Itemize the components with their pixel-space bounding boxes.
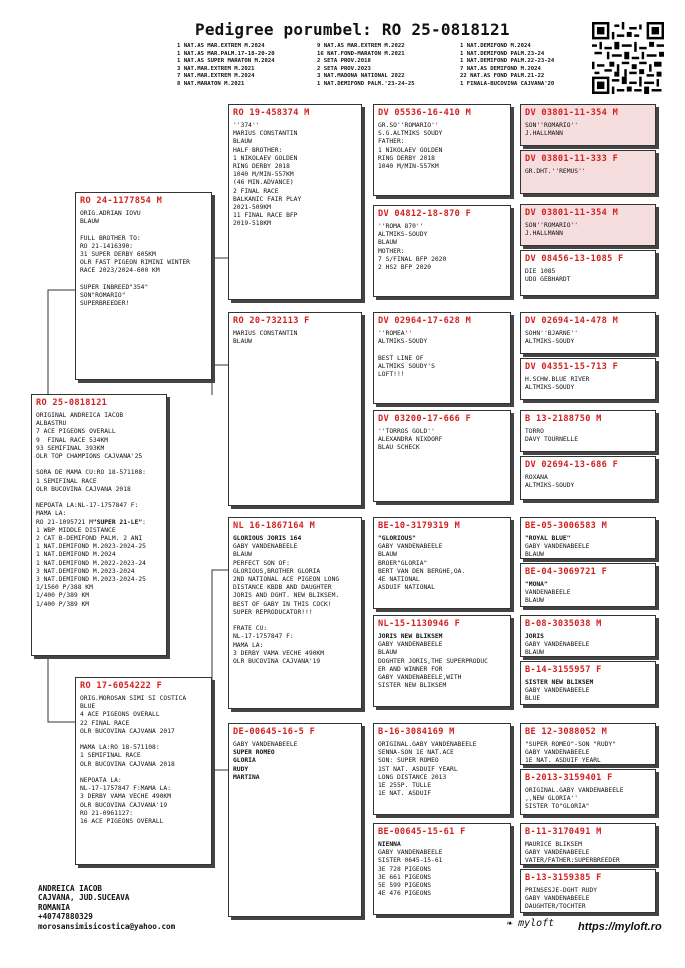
sire-sire-card[interactable]: RO 19-458374 M ''374'' MARIUS CONSTANTIN BLAUW HALF BROTHER: 1 NIKOLAEV GOLDEN RING DERBY 2018 1040 M/MIN-557KM (46 MIN.ADVANCE) 2 FINAL RACE BALKANIC FAIR PLAY 2021-509KM 11 FINAL RACE BFP 2019-518KM bbox=[228, 104, 362, 300]
dam-ring: RO 17-6054222 F bbox=[80, 681, 163, 691]
ggp-ddd-card[interactable]: BE-00645-15-61 F NIENNA GABY VANDENABEELE SISTER 0645-15-61 3E 728 PIGEONS 3E 661 PIGEONS 5E 599 PIGEONS 4E 476 PIGEONS bbox=[373, 823, 511, 915]
breeder-address: CAJVANA, JUD.SUCEAVA bbox=[38, 893, 130, 903]
gggp-3-card[interactable]: DV 03801-11-354 M SON''ROMARIO'' J.HALLMANN bbox=[520, 204, 656, 246]
gggp-14-card[interactable]: B-2013-3159401 F ORIGINAL.GABY VANDENABEELE ,,NEW GLORIA'' SISTER TO"GLORIA" bbox=[520, 769, 656, 815]
subject-pigeon-card[interactable] bbox=[31, 394, 167, 656]
results-column-3: 1 NAT.DEMIFOND M.2024 1 NAT.DEMIFOND PALM.23-24 1 NAT.DEMIFOND PALM.22-23-24 7 NAT.AS DEMIFOND M.2024 22 NAT.AS FOND PALM.21-22 1 FINALA-BUCOVINA CAJVANA'20 bbox=[460, 43, 555, 87]
ggp-sss-card[interactable]: DV 05536-16-410 M GR.SO''ROMARIO'' S.G.ALTMIKS SOUDY FATHER: 1 NIKOLAEV GOLDEN RING DERBY 2018 1040 M/MIN-557KM bbox=[373, 104, 511, 196]
ggp-ssd-card[interactable]: DV 04812-18-870 F ''ROMA 870'' ALTMIKS-SOUDY BLAUW MOTHER: 7 S/FINAL BFP 2020 2 HS2 BFP 2020 bbox=[373, 205, 511, 297]
dam-dam-card[interactable]: DE-00645-16-5 F GABY VANDENABEELE SUPER ROMEO GLORIA RUDY MARTINA bbox=[228, 723, 362, 917]
sire-dam-card[interactable]: RO 20-732113 F MARIUS CONSTANTIN BLAUW bbox=[228, 312, 362, 506]
ggp-sds-card[interactable]: DV 02964-17-628 M ''ROMEA'' ALTMIKS-SOUDY BEST LINE OF ALTMIKS SOUDY'S LOFT!!! bbox=[373, 312, 511, 404]
gggp-6-card[interactable]: DV 04351-15-713 F H.SCHW.BLUE RIVER ALTMIKS-SOUDY bbox=[520, 358, 656, 400]
gggp-16-card[interactable]: B-13-3159385 F PRINSESJE-DGHT RUDY GABY VANDENABEELE DAUGHTER/TOCHTER bbox=[520, 869, 656, 913]
sire-info: ORIG.ADRIAN IOVU BLAUW FULL BROTHER TO: RO 21-1416390: 31 SUPER DERBY 605KM OLR FAST PIGEON RIMINI WINTER RACE 2023/2024-600 KM SUPER INBREED"354" SON"ROMARIO" SUPERBREEDER! bbox=[80, 210, 190, 308]
sire-card[interactable] bbox=[75, 192, 212, 380]
breeder-country: ROMANIA bbox=[38, 902, 71, 912]
breeder-phone: +40747880329 bbox=[38, 912, 93, 922]
myloft-logo: ❧ myloft bbox=[506, 918, 555, 929]
gggp-5-card[interactable]: DV 02694-14-478 M SOHN''BJARNE'' ALTMIKS-SOUDY bbox=[520, 312, 656, 354]
breeder-contact bbox=[38, 884, 175, 931]
ggp-dss-card[interactable]: BE-10-3179319 M "GLORIOUS" GABY VANDENABEELE BLAUW BROER"GLORIA" BERT VAN DEN BERGHE,OA. 4E NATIONAL ASDUIF NATIONAL bbox=[373, 517, 511, 609]
dam-sire-card[interactable]: NL 16-1867164 M GLORIOUS JORIS 164 GABY VANDENABEELE BLAUW PERFECT SON OF: GLORIOUS,BROTHER GLORIA 2ND NATIONAL ACE PIGEON LONG DISTANCE KBDB AND DAUGHTER JORIS AND DGHT. NEW BLIKSEM. BEST OF GABY IN THIS COCK! SUPER REPRODUCATOR!!! FRATE CU: NL-17-1757847 F: MAMA LA: 3 DERBY VAMA VECHE 490KM OLR BUCOVINA CAJVANA'19 bbox=[228, 517, 362, 709]
results-column-2: 9 NAT.AS MAR.EXTREM M.2022 16 NAT.FOND-MARATON M.2021 2 SETA PROV.2018 2 SETA PROV.2023 3 NAT.MADONA NATIONAL 2022 1 NAT.DEMIFOND PALM.'23-24-25 bbox=[317, 43, 415, 87]
gggp-13-card[interactable]: BE 12-3088052 M "SUPER ROMEO"-SON "RUDY" GABY VANDENABEELE 1E NAT. ASDUIF YEARL bbox=[520, 723, 656, 765]
subject-info: ORIGINAL ANDREICA IACOB ALBASTRU 7 ACE PIGEONS OVERALL 9 FINAL RACE 534KM 93 SEMIFINAL 393KM OLR TOP CHAMPIONS CAJVANA'25 SORA DE MAMA CU:RO 18-571108: 1 SEMIFINAL RACE OLR BUCOVINA CAJVANA 2018 NEPOATA LA:NL-17-1757847 F: MAMA LA: RO 21-1095721 M"SUPER 21-LE": 1 WBP MIDDLE DISTANCE 2 CAT B-DEMIFOND PALM. 2 ANI 1 NAT.DEMIFOND M.2023-2024-25 1 NAT.DEMIFOND M.2024 1 NAT.DEMIFOND M.2022-2023-24 3 NAT.DEMIFOND M.2023-2024 3 NAT.DEMIFOND M.2023-2024-25 1/1560 P/388 KM 1/400 P/389 KM 1/400 P/389 KM bbox=[36, 412, 146, 608]
ggp-sdd-card[interactable]: DV 03200-17-666 F ''TORROS GOLD'' ALEXANDRA NIXDORF BLAU SCHECK bbox=[373, 410, 511, 502]
results-column-1: 1 NAT.AS MAR.EXTREM M.2024 1 NAT.AS MAR.PALM.17-18-20-20 1 NAT.AS SUPER MARATON M.2024 3 NAT.MAR.EXTREM M.2021 7 NAT.MAR.EXTREM M.2024 8 NAT.MARATON M.2021 bbox=[177, 43, 275, 87]
ggp-dds-card[interactable]: B-16-3084169 M ORIGINAL.GABY VANDENABEELE SENNA-SON 1E NAT.ACE SON: SUPER ROMEO 1ST NAT. ASDUIF YEARL LONG DISTANCE 2013 1E 255P. TULLE 1E NAT. ASDUIF bbox=[373, 723, 511, 815]
subject-ring: RO 25-0818121 bbox=[36, 398, 108, 408]
bird-icon: ❧ bbox=[506, 918, 513, 929]
gggp-9-card[interactable]: BE-05-3006583 M "ROYAL BLUE" GABY VANDENABEELE BLAUW bbox=[520, 517, 656, 559]
gggp-7-card[interactable]: B 13-2188750 M TORRO DAVY TOURNELLE bbox=[520, 410, 656, 452]
ggp-dsd-card[interactable]: NL-15-1130946 F JORIS NEW BLIKSEM GABY VANDENABEELE BLAUW DOGHTER JORIS,THE SUPERPRODUC ER AND WINNER FOR GABY VANDENABEELE,WITH SISTER NEW BLIKSEM bbox=[373, 615, 511, 707]
gggp-15-card[interactable]: B-11-3170491 M MAURICE BLIKSEM GABY VANDENABEELE VATER/FATHER:SUPERBREEDER bbox=[520, 823, 656, 865]
gggp-8-card[interactable]: DV 02694-13-686 F ROXANA ALTMIKS-SOUDY bbox=[520, 456, 656, 500]
gggp-10-card[interactable]: BE-04-3069721 F "MONA" VANDENABEELE BLAUW bbox=[520, 563, 656, 607]
gggp-12-card[interactable]: B-14-3155957 F SISTER NEW BLIKSEM GABY VANDENABEELE BLUE bbox=[520, 661, 656, 705]
gggp-4-card[interactable]: DV 08456-13-1085 F DIE 1085 UDO GEBHARDT bbox=[520, 250, 656, 296]
gggp-11-card[interactable]: B-08-3035038 M JORIS GABY VANDENABEELE BLAUW bbox=[520, 615, 656, 657]
breeder-name: ANDREICA IACOB bbox=[38, 884, 103, 893]
gggp-1-card[interactable]: DV 03801-11-354 M SON''ROMARIO'' J.HALLMANN bbox=[520, 104, 656, 146]
gggp-2-card[interactable]: DV 03801-11-333 F GR.DHT.''REMUS'' bbox=[520, 150, 656, 194]
breeder-email[interactable]: morosansimisicostica@yahoo.com bbox=[38, 921, 176, 931]
website-link[interactable]: https://myloft.ro bbox=[578, 921, 662, 933]
dam-card[interactable] bbox=[75, 677, 212, 865]
dam-info: ORIG.MOROSAN SIMI SI COSTICA BLUE 4 ACE PIGEONS OVERALL 22 FINAL RACE OLR BUCOVINA CAJVANA 2017 MAMA LA:RO 18-571108: 1 SEMIFINAL RACE OLR BUCOVINA CAJVANA 2018 NEPOATA LA: NL-17-1757847 F:MAMA LA: 3 DERBY VAMA VECHE 490KM OLR BUCOVINA CAJVANA'19 RO 21-0961127: 16 ACE PIGEONS OVERALL bbox=[80, 695, 187, 826]
sire-ring: RO 24-1177854 M bbox=[80, 196, 163, 206]
page-title: Pedigree porumbel: RO 25-0818121 bbox=[195, 20, 510, 39]
